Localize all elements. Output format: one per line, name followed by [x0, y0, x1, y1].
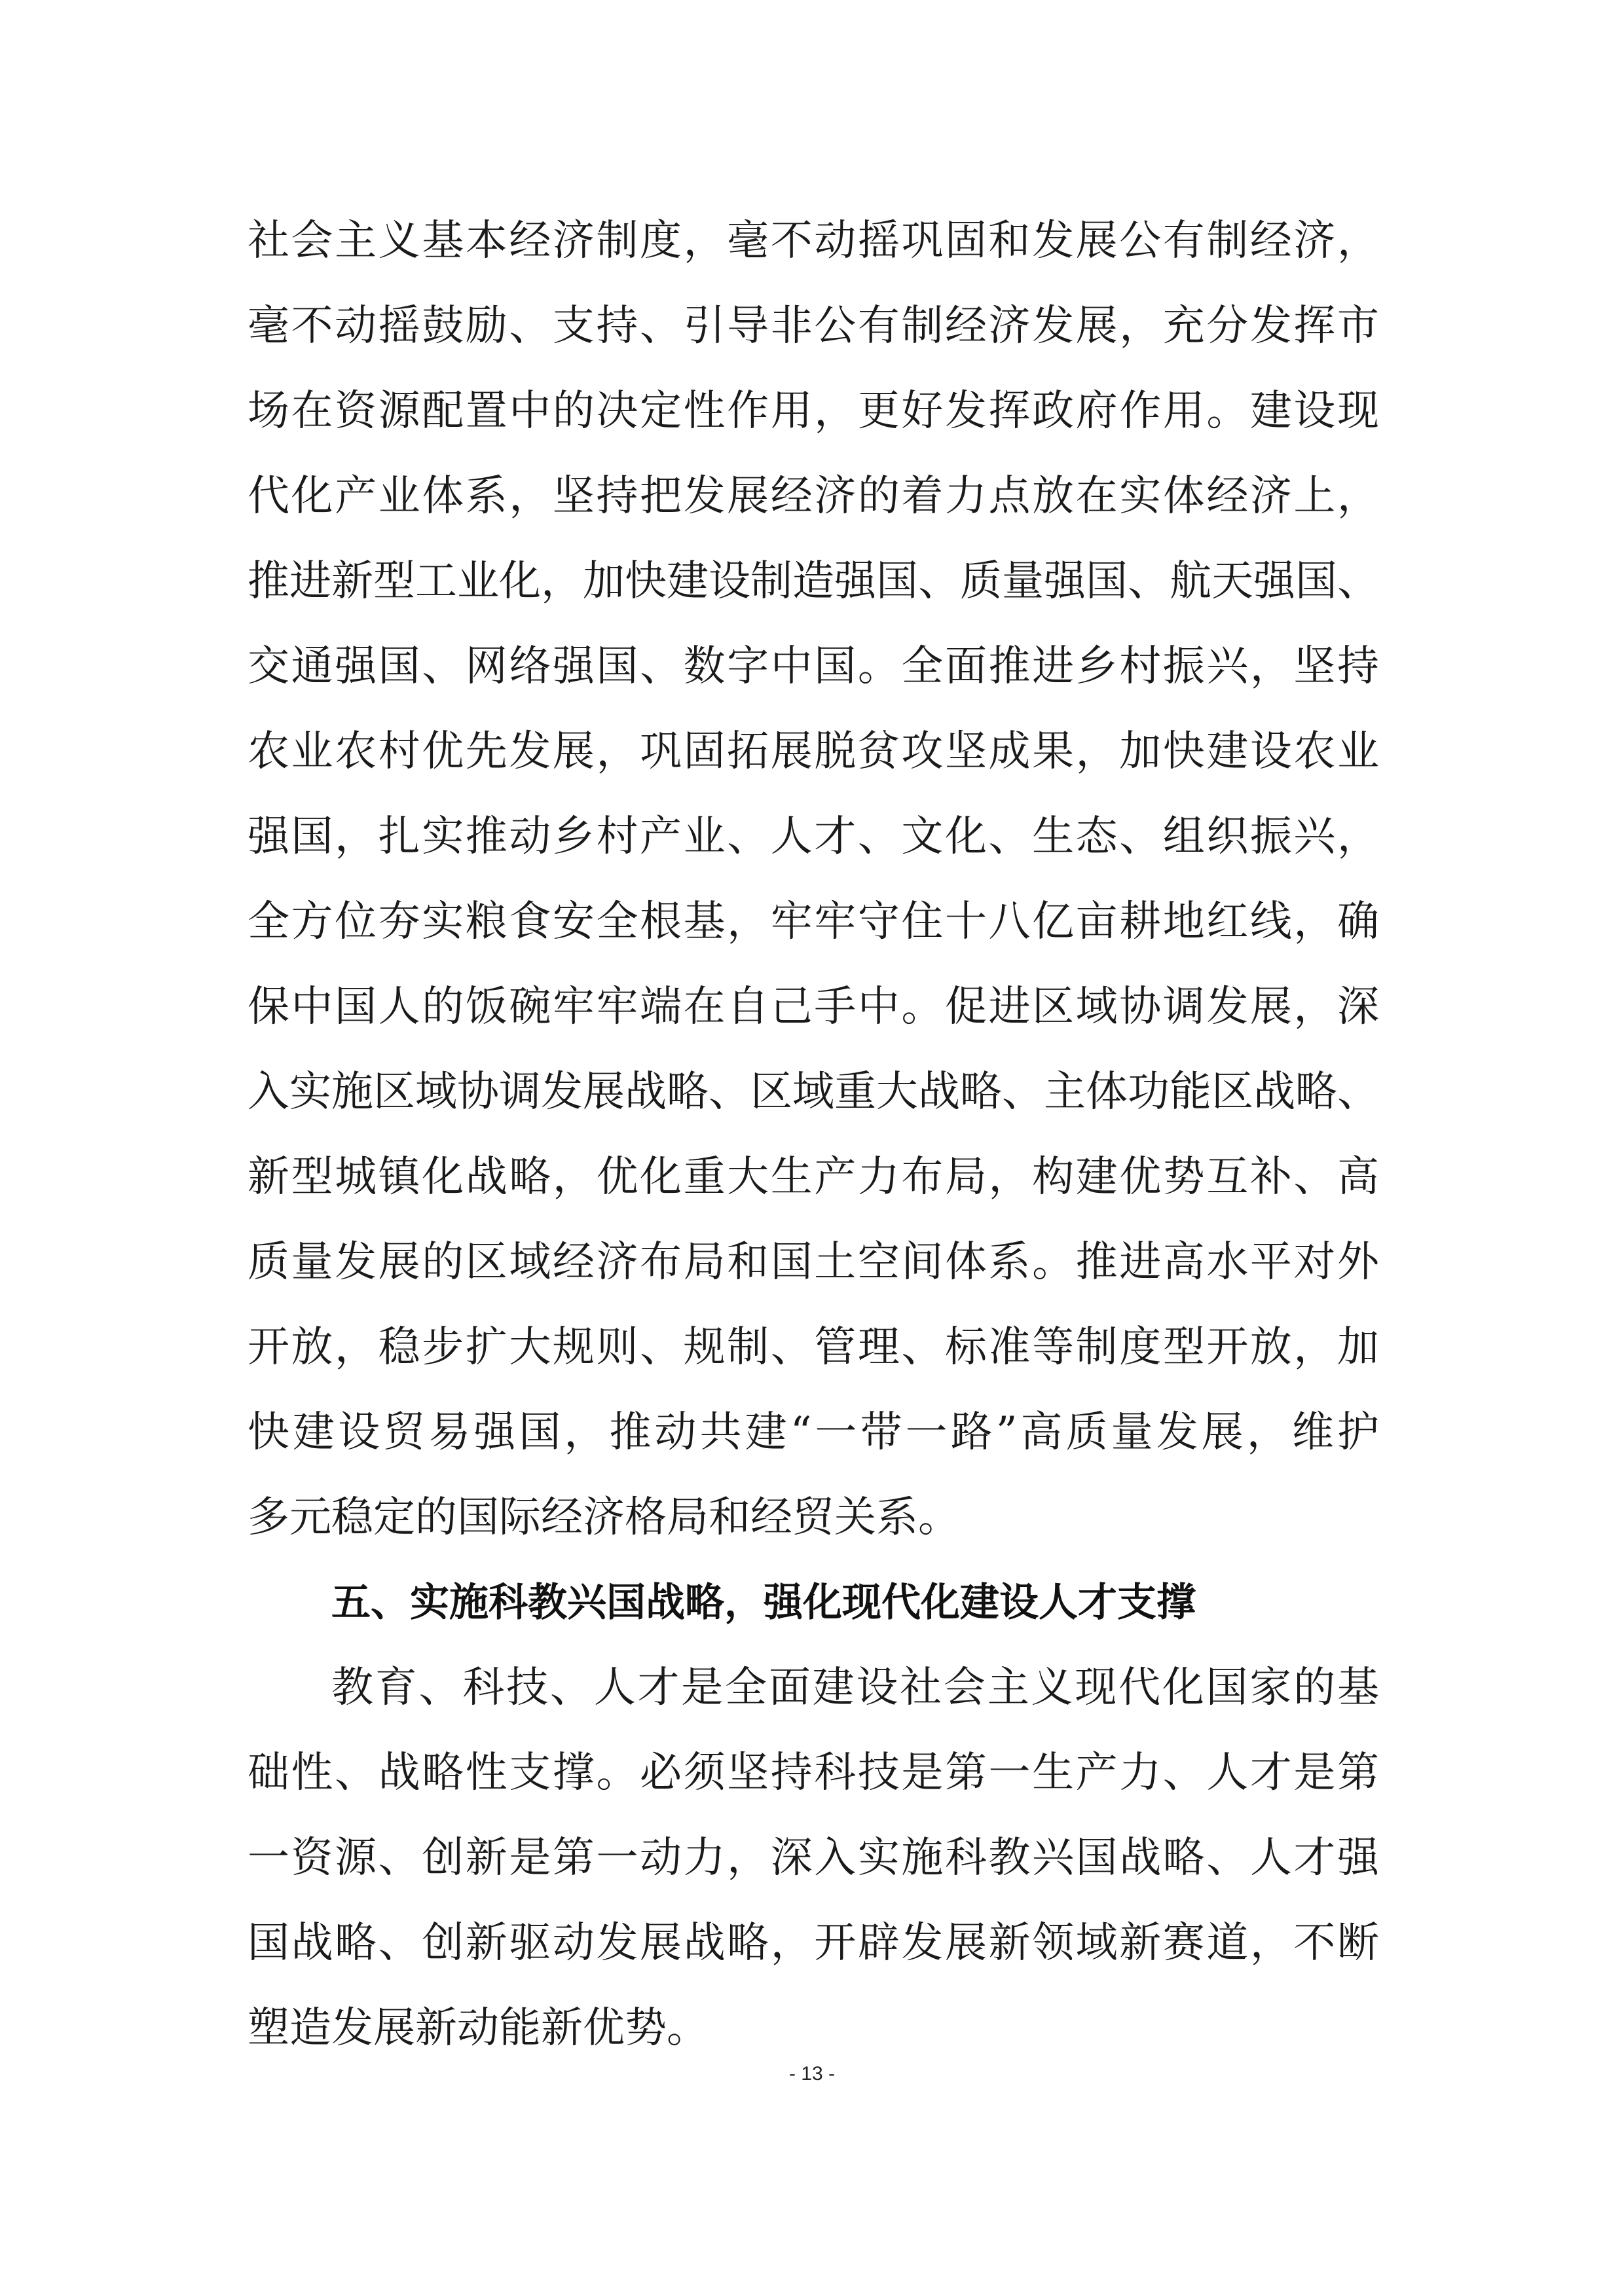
body-text-line: 快建设贸易强国，推动共建“一带一路”高质量发展，维护	[248, 1408, 1379, 1457]
body-text-line: 农业农村优先发展，巩固拓展脱贫攻坚成果，加快建设农业	[248, 727, 1379, 776]
body-text-line: 保中国人的饭碗牢牢端在自己手中。促进区域协调发展，深	[248, 983, 1379, 1031]
body-text-line: 多元稳定的国际经济格局和经贸关系。	[248, 1493, 960, 1542]
body-text-line: 场在资源配置中的决定性作用，更好发挥政府作用。建设现	[248, 387, 1379, 435]
body-text-line: 一资源、创新是第一动力，深入实施科教兴国战略、人才强	[248, 1834, 1379, 1882]
body-text-line: 国战略、创新驱动发展战略，开辟发展新领域新赛道，不断	[248, 1919, 1379, 1967]
body-text-line: 毫不动摇鼓励、支持、引导非公有制经济发展，充分发挥市	[248, 302, 1379, 350]
body-text-line: 教育、科技、人才是全面建设社会主义现代化国家的基	[331, 1664, 1379, 1712]
page-number: - 13 -	[788, 2063, 836, 2085]
body-text-line: 全方位夯实粮食安全根基，牢牢守住十八亿亩耕地红线，确	[248, 898, 1379, 946]
body-text-line: 社会主义基本经济制度，毫不动摇巩固和发展公有制经济，	[248, 217, 1379, 265]
body-text-line: 交通强国、网络强国、数字中国。全面推进乡村振兴，坚持	[248, 642, 1379, 691]
body-text-line: 推进新型工业化，加快建设制造强国、质量强国、航天强国、	[248, 557, 1379, 606]
body-text-line: 新型城镇化战略，优化重大生产力布局，构建优势互补、高	[248, 1153, 1379, 1201]
body-text-line: 开放，稳步扩大规则、规制、管理、标准等制度型开放，加	[248, 1323, 1379, 1372]
body-text-line: 代化产业体系，坚持把发展经济的着力点放在实体经济上，	[248, 472, 1379, 520]
body-text-line: 入实施区域协调发展战略、区域重大战略、主体功能区战略、	[248, 1068, 1379, 1116]
body-text-line: 塑造发展新动能新优势。	[248, 2004, 709, 2052]
body-text-line: 质量发展的区域经济布局和国土空间体系。推进高水平对外	[248, 1238, 1379, 1286]
body-text-line: 强国，扎实推动乡村产业、人才、文化、生态、组织振兴，	[248, 812, 1379, 861]
body-text-line: 础性、战略性支撑。必须坚持科技是第一生产力、人才是第	[248, 1749, 1379, 1797]
section-heading: 五、实施科教兴国战略，强化现代化建设人才支撑	[331, 1580, 1196, 1626]
